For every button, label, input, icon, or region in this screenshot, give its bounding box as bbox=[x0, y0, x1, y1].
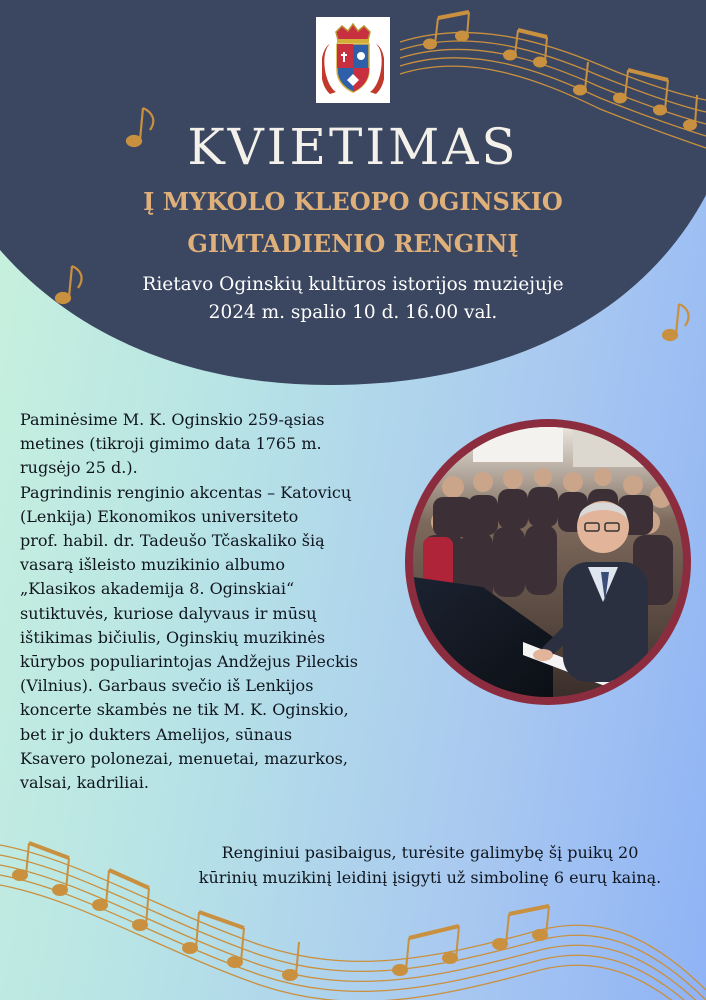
coat-of-arms-icon bbox=[316, 17, 390, 103]
concert-photo bbox=[413, 427, 683, 697]
event-date: 2024 m. spalio 10 d. 16.00 val. bbox=[208, 302, 498, 323]
closing-note: Renginiui pasibaigus, turėsite galimybę šį puikų 20 kūrinių muzikinį leidinį įsigyti už simbolinę 6 eurų kainą. bbox=[198, 843, 662, 887]
subtitle-line-1: Į MYKOLO KLEOPO OGINSKIO bbox=[143, 187, 563, 216]
subtitle-line-2: GIMTADIENIO RENGINĮ bbox=[187, 229, 519, 258]
event-description: Paminėsime M. K. Oginskio 259-ąsias metines (tikroji gimimo data 1765 m. rugsėjo 25 d.). Pagrindinis renginio akcentas – Katovicų (Lenkija) Ekonomikos universiteto prof. habil. dr. Tadeušo Tčaskaliko šią vasarą išleisto muzikinio albumo „Klasikos akademija 8. Oginskiai“ sutiktuvės, kuriose dalyvaus ir mūsų ištikimas bičiulis, Oginskių muzikinės kūrybos populiarintojas Andžejus Pileckis (Vilnius). Garbaus svečio iš Lenkijos koncerte skambės ne tik M. K. Oginskio, bet ir jo dukters Amelijos, sūnaus Ksavero polonezai, menuetai, mazurkos, valsai, kadriliai. bbox=[20, 410, 358, 793]
event-venue: Rietavo Oginskių kultūros istorijos muziejuje bbox=[142, 274, 564, 295]
page-title: KVIETIMAS bbox=[187, 118, 519, 176]
